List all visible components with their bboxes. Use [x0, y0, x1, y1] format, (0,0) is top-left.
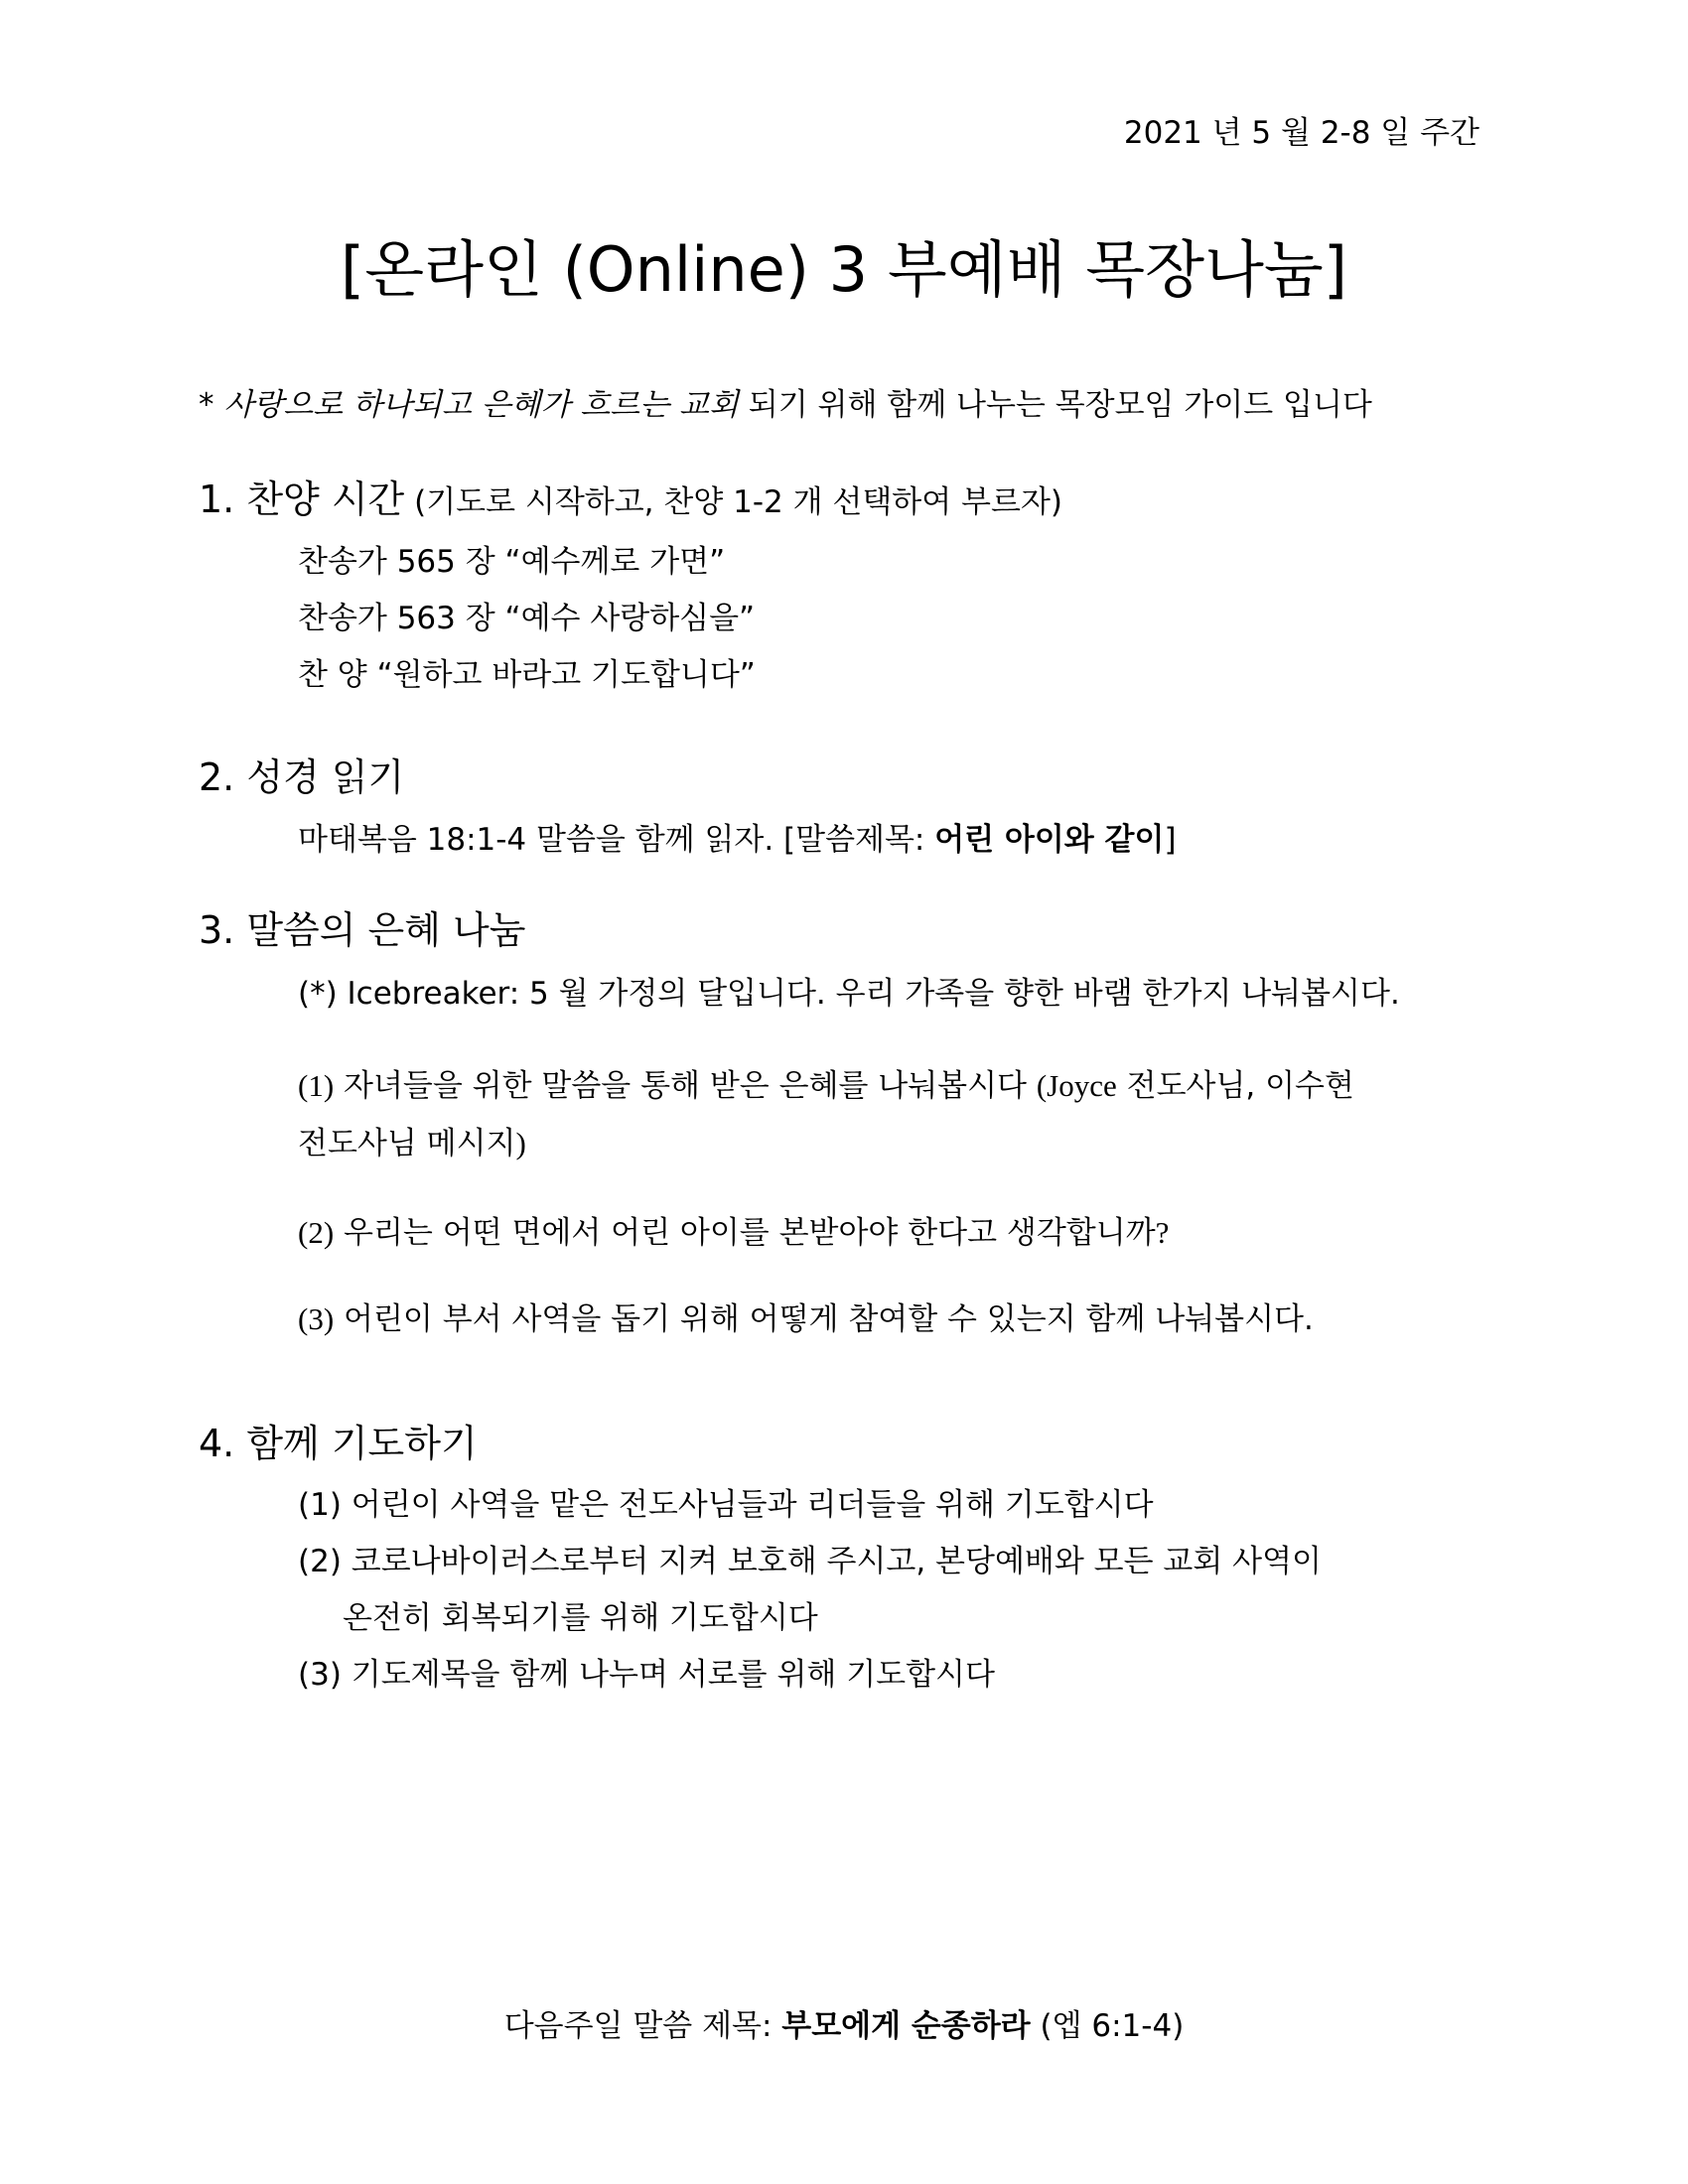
praise-line: 찬 양 “원하고 바라고 기도합니다”	[298, 657, 756, 693]
prayer-item-2-cont: 온전히 회복되기를 위해 기도합시다	[343, 1600, 818, 1636]
scripture-close: ]	[1164, 822, 1177, 858]
prayer-item-1: (1) 어린이 사역을 맡은 전도사님들과 리더들을 위해 기도합시다	[298, 1487, 1154, 1523]
next-sermon-ref: (엡 6:1-4)	[1030, 2008, 1185, 2044]
question-1-joyce: (Joyce	[1036, 1068, 1117, 1103]
page-title: [온라인 (Online) 3 부예배 목장나눔]	[341, 233, 1347, 306]
question-1-number: (1)	[298, 1068, 335, 1103]
intro-italic-motto: 사랑으로 하나되고 은혜가 흐르는 교회	[223, 387, 739, 423]
prayer-item-3: (3) 기도제목을 함께 나누며 서로를 위해 기도합시다	[298, 1657, 995, 1693]
intro-rest: 되기 위해 함께 나누는 목장모임 가이드 입니다	[738, 387, 1372, 423]
question-1-line-2	[298, 1118, 526, 1162]
next-sermon-bold: 부모에게 순종하라	[781, 2008, 1031, 2044]
section-4-heading: 4. 함께 기도하기	[199, 1422, 478, 1465]
question-2-number: (2)	[298, 1215, 335, 1250]
section-1-title: 1. 찬양 시간	[199, 478, 405, 521]
question-3-text: 어린이 부서 사역을 돕기 위해 어떻게 참여할 수 있는지 함께 나눠봅시다.	[334, 1301, 1314, 1337]
scripture-reading	[298, 814, 1177, 859]
intro-prefix: *	[199, 387, 224, 423]
section-2-heading: 2. 성경 읽기	[199, 755, 405, 799]
question-2	[298, 1207, 1169, 1252]
hymn-line: 찬송가 565 장 “예수께로 가면”	[298, 544, 726, 580]
question-2-mark: ?	[1155, 1215, 1170, 1250]
section-1-note: (기도로 시작하고, 찬양 1-2 개 선택하여 부르자)	[404, 484, 1062, 520]
prayer-item-2: (2) 코로나바이러스로부터 지켜 보호해 주시고, 본당예배와 모든 교회 사역이	[298, 1544, 1322, 1579]
section-1-heading	[199, 469, 1062, 523]
hymn-line: 찬송가 563 장 “예수 사랑하심을”	[298, 601, 756, 636]
question-1-close: )	[515, 1126, 526, 1160]
next-sermon-label: 다음주일 말씀 제목:	[503, 2008, 782, 2044]
icebreaker-label: (*) Icebreaker:	[298, 976, 530, 1012]
sermon-title: 어린 아이와 같이	[934, 822, 1165, 858]
icebreaker-text: 5 월 가정의 달입니다. 우리 가족을 향한 바램 한가지 나눠봅시다.	[529, 976, 1400, 1012]
scripture-reference: 마태복음 18:1-4 말씀을 함께 읽자. [말씀제목:	[298, 822, 935, 858]
week-date: 2021 년 5 월 2-8 일 주간	[1123, 115, 1479, 151]
section-3-heading: 3. 말씀의 은혜 나눔	[199, 908, 526, 952]
question-3	[298, 1294, 1314, 1338]
question-2-text: 우리는 어떤 면에서 어린 아이를 본받아야 한다고 생각합니까	[334, 1215, 1156, 1251]
question-1-line-2-text: 전도사님 메시지	[298, 1126, 516, 1161]
icebreaker-line	[298, 968, 1400, 1013]
next-sermon-title	[0, 2000, 1688, 2045]
question-3-number: (3)	[298, 1301, 335, 1336]
question-1-text-cont: 전도사님, 이수현	[1116, 1068, 1354, 1104]
question-1-text: 자녀들을 위한 말씀을 통해 받은 은혜를 나눠봅시다	[334, 1068, 1037, 1104]
question-1-line-1	[298, 1060, 1354, 1105]
intro-line	[199, 379, 1372, 424]
